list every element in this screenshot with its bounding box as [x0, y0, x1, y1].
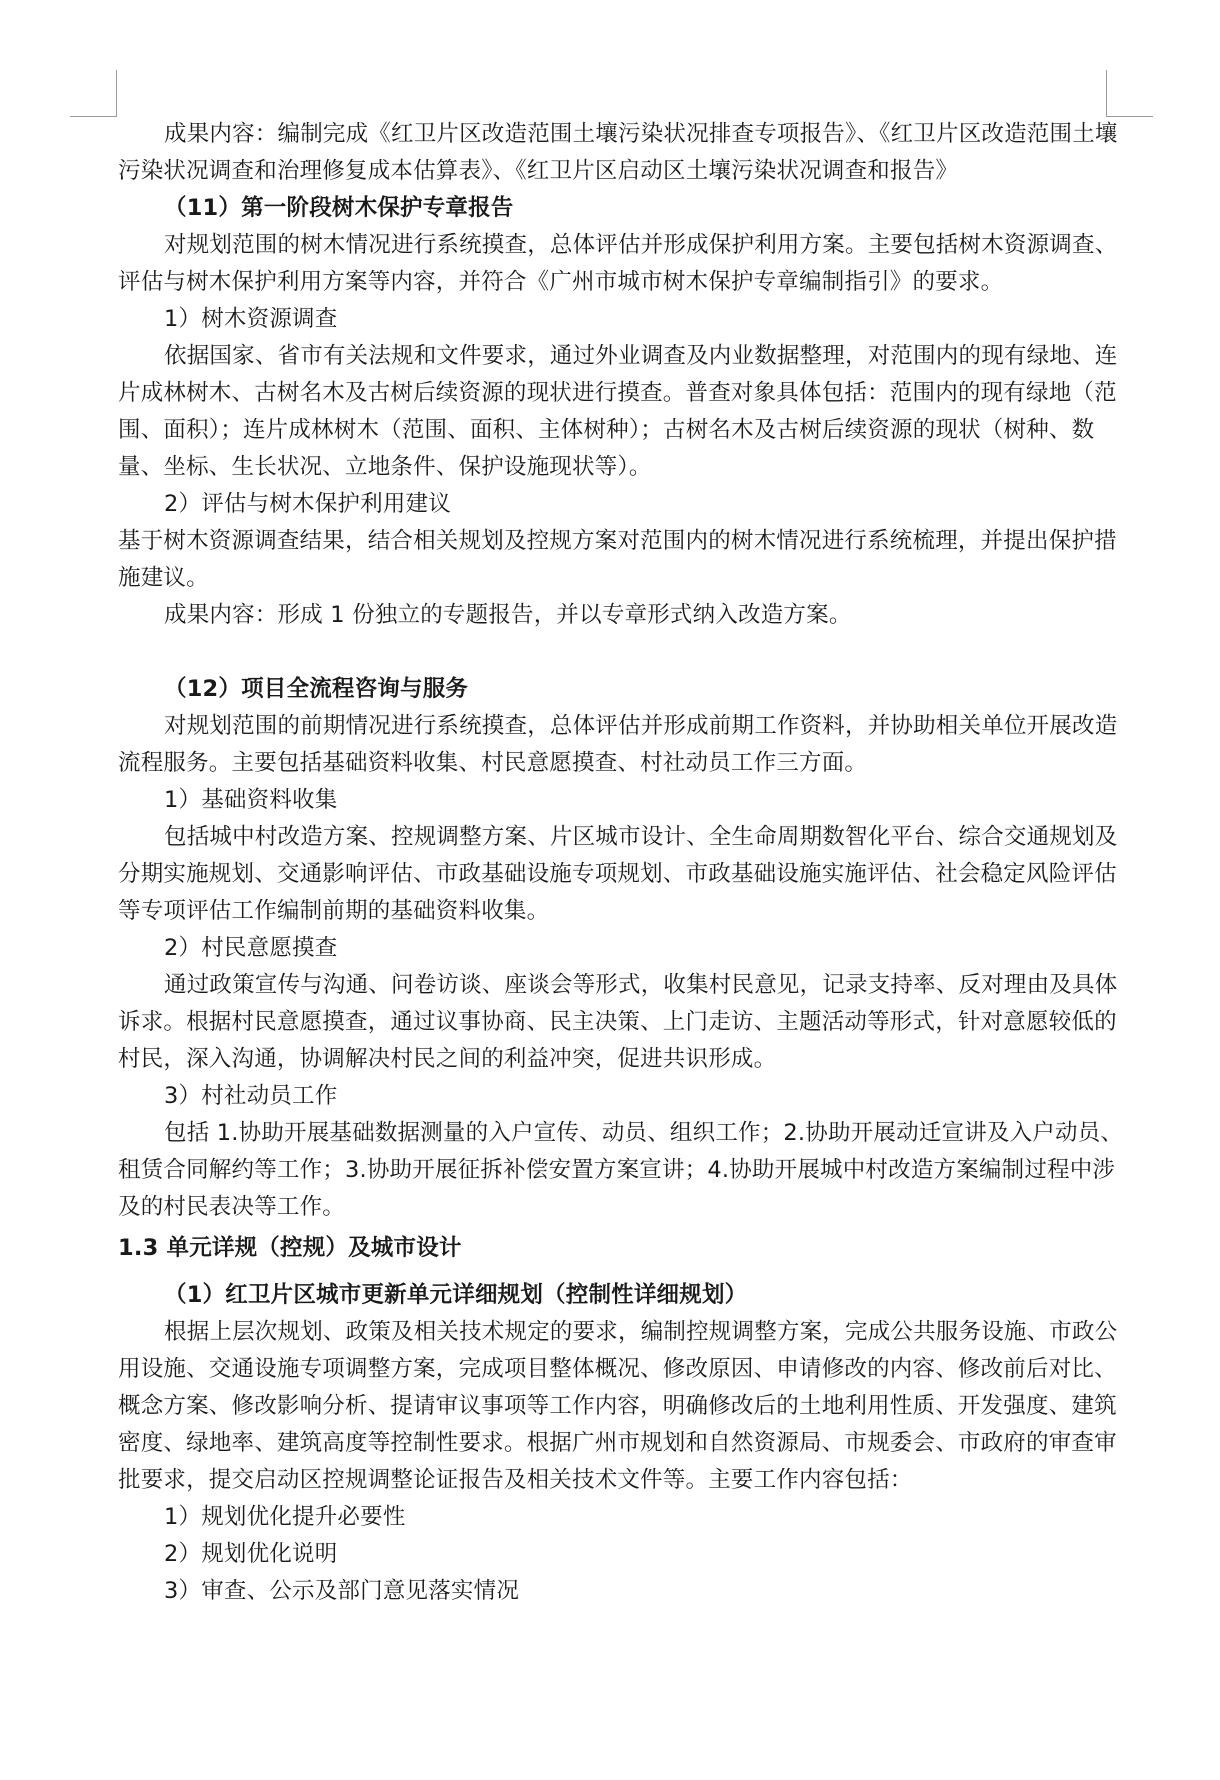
subheading-evaluation-protection: 2）评估与树木保护利用建议 [164, 491, 451, 517]
subheading-basic-data-collection: 1）基础资料收集 [164, 787, 338, 813]
document-body [118, 116, 1124, 1610]
list-item-optimization-notes: 2）规划优化说明 [164, 1541, 338, 1567]
paragraph-consulting-intro: 对规划范围的前期情况进行系统摸查，总体评估并形成前期工作资料，并协助相关单位开展改造流程服务。主要包括基础资料收集、村民意愿摸查、村社动员工作三方面。 [118, 713, 1118, 776]
heading-11-tree-protection: （11）第一阶段树木保护专章报告 [164, 195, 514, 221]
page-corner-mark-top-right [1106, 70, 1153, 117]
paragraph-evaluation-protection: 基于树木资源调查结果，结合相关规划及控规方案对范围内的树木情况进行系统梳理，并提出保护措施建议。 [118, 528, 1117, 591]
subheading-tree-resource-survey: 1）树木资源调查 [164, 306, 338, 332]
subheading-villager-survey: 2）村民意愿摸查 [164, 935, 338, 961]
heading-12-full-process-consulting: （12）项目全流程咨询与服务 [164, 676, 469, 702]
page-corner-mark-top-left [70, 70, 117, 117]
list-item-necessity: 1）规划优化提升必要性 [164, 1504, 406, 1530]
paragraph-deliverables-tree: 成果内容：形成 1 份独立的专题报告，并以专章形式纳入改造方案。 [164, 602, 852, 628]
paragraph-detailed-plan: 根据上层次规划、政策及相关技术规定的要求，编制控规调整方案，完成公共服务设施、市政公用设施、交通设施专项调整方案，完成项目整体概况、修改原因、申请修改的内容、修改前后对比、概念方案、修改影响分析、提请审议事项等工作内容，明确修改后的土地利用性质、开发强度、建筑密度、绿地率、建筑高度等控制性要求。根据广州市规划和自然资源局、市规委会、市政府的审查审批要求，提交启动区控规调整论证报告及相关技术文件等。主要工作内容包括： [118, 1319, 1118, 1493]
paragraph-tree-resource-survey: 依据国家、省市有关法规和文件要求，通过外业调查及内业数据整理，对范围内的现有绿地、连片成林树木、古树名木及古树后续资源的现状进行摸查。普查对象具体包括：范围内的现有绿地（范围、面积）；连片成林树木（范围、面积、主体树种）；古树名木及古树后续资源的现状（树种、数量、坐标、生长状况、立地条件、保护设施现状等）。 [118, 343, 1118, 480]
heading-1-hongwei-detailed-plan: （1）红卫片区城市更新单元详细规划（控制性详细规划） [164, 1282, 748, 1308]
list-item-review-publicity: 3）审查、公示及部门意见落实情况 [164, 1578, 520, 1604]
section-heading-1-3: 1.3 单元详规（控规）及城市设计 [118, 1235, 462, 1261]
paragraph-tree-survey-intro: 对规划范围的树木情况进行系统摸查，总体评估并形成保护利用方案。主要包括树木资源调查、评估与树木保护利用方案等内容，并符合《广州市城市树木保护专章编制指引》的要求。 [118, 232, 1118, 295]
paragraph-village-mobilization: 包括 1.协助开展基础数据测量的入户宣传、动员、组织工作；2.协助开展动迁宣讲及入户动员、租赁合同解约等工作；3.协助开展征拆补偿安置方案宣讲；4.协助开展城中村改造方案编制过程中涉及的村民表决等工作。 [118, 1120, 1124, 1220]
paragraph-deliverables-soil: 成果内容：编制完成《红卫片区改造范围土壤污染状况排查专项报告》、《红卫片区改造范围土壤污染状况调查和治理修复成本估算表》、《红卫片区启动区土壤污染状况调查和报告》 [118, 121, 1118, 184]
blank-line [118, 634, 1124, 671]
paragraph-basic-data-collection: 包括城中村改造方案、控规调整方案、片区城市设计、全生命周期数智化平台、综合交通规划及分期实施规划、交通影响评估、市政基础设施专项规划、市政基础设施实施评估、社会稳定风险评估等专项评估工作编制前期的基础资料收集。 [118, 824, 1118, 924]
subheading-village-mobilization: 3）村社动员工作 [164, 1083, 338, 1109]
paragraph-villager-survey: 通过政策宣传与沟通、问卷访谈、座谈会等形式，收集村民意见，记录支持率、反对理由及具体诉求。根据村民意愿摸查，通过议事协商、民主决策、上门走访、主题活动等形式，针对意愿较低的村民，深入沟通，协调解决村民之间的利益冲突，促进共识形成。 [118, 972, 1118, 1072]
